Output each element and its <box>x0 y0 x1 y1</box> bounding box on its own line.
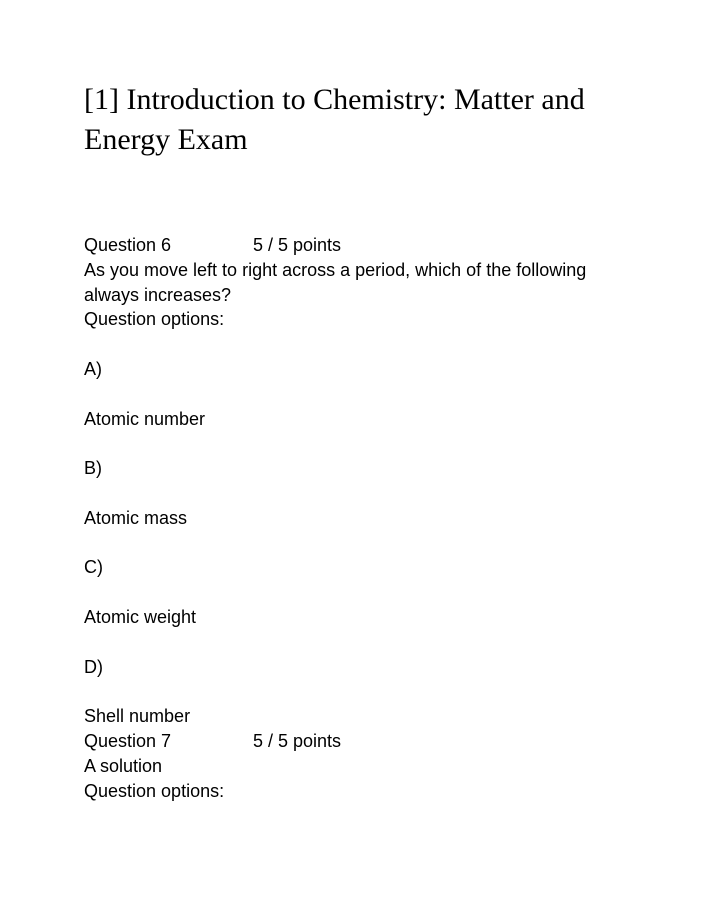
spacer <box>84 531 644 556</box>
question-text-line-1: A solution <box>84 755 163 776</box>
spacer <box>84 679 644 704</box>
page-title: [1] Introduction to Chemistry: Matter and Energy Exam <box>84 83 585 156</box>
option-b-text: Atomic mass <box>84 507 188 528</box>
option-a-letter: A) <box>84 358 102 379</box>
option-c-text: Atomic weight <box>84 606 197 627</box>
question-text-line-2: always increases? <box>84 284 232 305</box>
spacer <box>84 630 644 655</box>
spacer <box>84 382 644 407</box>
spacer <box>84 431 644 456</box>
spacer <box>84 481 644 506</box>
option-b-letter: B) <box>84 458 102 479</box>
question-options-label: Question options: <box>84 309 225 330</box>
question-number: Question 6 <box>84 235 172 255</box>
option-c-letter: C) <box>84 557 103 578</box>
spacer <box>84 580 644 605</box>
option-d-letter: D) <box>84 656 103 677</box>
exam-content <box>84 233 644 803</box>
question-points: 5 / 5 points <box>253 730 342 751</box>
question-number: Question 7 <box>84 730 172 751</box>
question-options-label: Question options: <box>84 780 225 801</box>
option-d-text: Shell number <box>84 706 191 727</box>
question-text-line-1: As you move left to right across a period, which of the following <box>84 259 587 280</box>
question-6-header <box>84 233 644 258</box>
question-points: 5 / 5 points <box>253 235 342 255</box>
spacer <box>84 332 644 357</box>
option-a-text: Atomic number <box>84 408 206 429</box>
question-7-header <box>84 729 644 754</box>
